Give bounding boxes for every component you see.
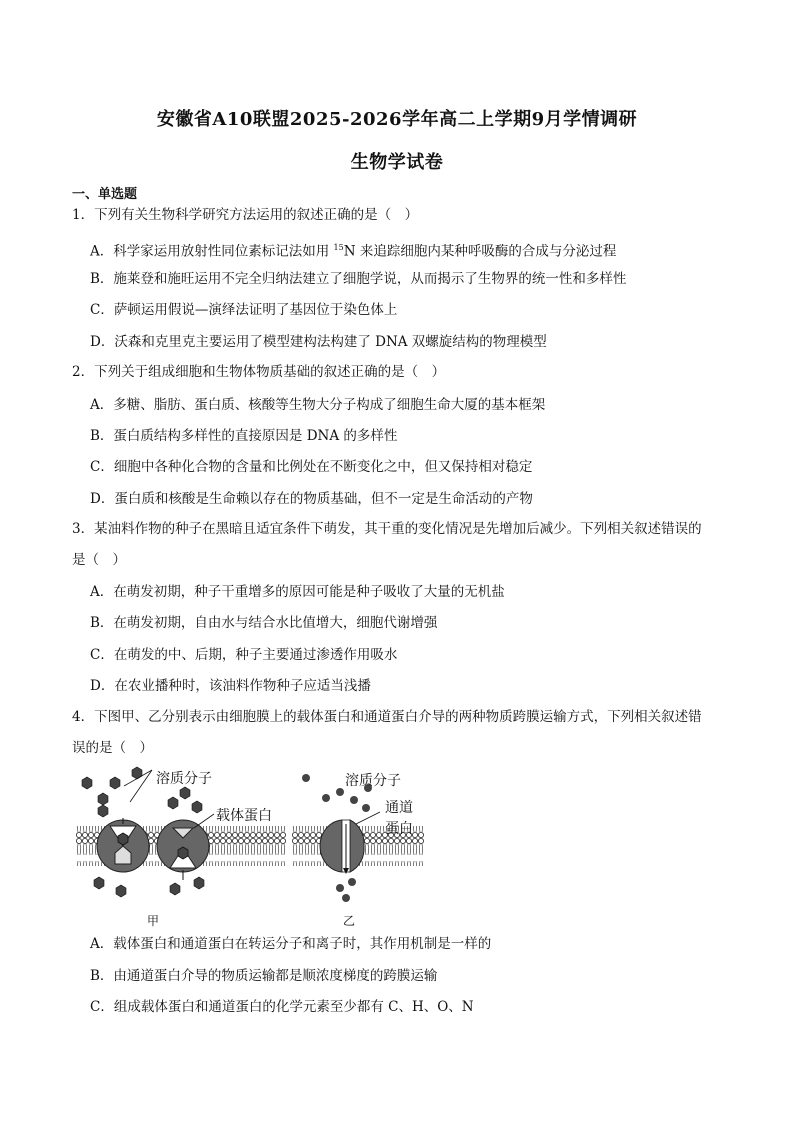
exam-title: 安徽省A10联盟2025-2026学年高二上学期9月学情调研 [156, 109, 638, 130]
solute-hexagons-inside [94, 877, 204, 897]
exam-subtitle: 生物学试卷 [350, 152, 444, 173]
question-1-option-c: C．萨顿运用假说—演绎法证明了基因位于染色体上 [90, 302, 398, 318]
question-3-option-b: B．在萌发初期，自由水与结合水比值增大，细胞代谢增强 [90, 615, 438, 631]
solute-dots-inside [336, 878, 356, 902]
figure-label-carrier: 载体蛋白 [216, 808, 272, 824]
figure-caption-left: 甲 [147, 914, 160, 928]
question-2-option-b: B．蛋白质结构多样性的直接原因是 DNA 的多样性 [90, 428, 398, 444]
question-2-option-a: A．多糖、脂肪、蛋白质、核酸等生物大分子构成了细胞生命大厦的基本框架 [90, 397, 546, 413]
question-3-option-a: A．在萌发初期，种子干重增多的原因可能是种子吸收了大量的无机盐 [90, 584, 505, 600]
figure-label-channel-line2: 蛋白 [385, 821, 413, 837]
figure-label-channel-line1: 通道 [385, 800, 413, 816]
question-4-stem-line1: 4．下图甲、乙分别表示由细胞膜上的载体蛋白和通道蛋白介导的两种物质跨膜运输方式，下列相关叙述错 [72, 709, 702, 725]
question-1-option-b: B．施莱登和施旺运用不完全归纳法建立了细胞学说，从而揭示了生物界的统一性和多样性 [90, 271, 627, 287]
question-1-stem: 1．下列有关生物科学研究方法运用的叙述正确的是（ ） [72, 207, 419, 223]
question-3-option-c: C．在萌发的中、后期，种子主要通过渗透作用吸水 [90, 647, 398, 663]
question-2-stem: 2．下列关于组成细胞和生物体物质基础的叙述正确的是（ ） [72, 364, 446, 380]
question-3-stem-line2: 是（ ） [72, 552, 126, 568]
question-4-option-b: B．由通道蛋白介导的物质运输都是顺浓度梯度的跨膜运输 [90, 968, 438, 984]
question-2-option-c: C．细胞中各种化合物的含量和比例处在不断变化之中，但又保持相对稳定 [90, 459, 533, 475]
question-4-stem-line2: 误的是（ ） [72, 740, 153, 756]
section-heading: 一、单选题 [72, 187, 138, 202]
isotope-mass-number: 15 [333, 243, 344, 252]
question-3-stem-line1: 3．某油料作物的种子在黑暗且适宜条件下萌发，其干重的变化情况是先增加后减少。下列相关叙述错误的 [72, 521, 702, 537]
figure-caption-right: 乙 [343, 914, 356, 928]
question-3-option-d: D．在农业播种时，该油料作物种子应适当浅播 [90, 678, 371, 694]
question-4-option-a: A．载体蛋白和通道蛋白在转运分子和离子时，其作用机制是一样的 [90, 936, 492, 952]
question-1-option-a-pre: A．科学家运用放射性同位素标记法如用 [90, 243, 334, 260]
figure-label-solute-right: 溶质分子 [345, 773, 401, 789]
question-2-option-d: D．蛋白质和核酸是生命赖以存在的物质基础，但不一定是生命活动的产物 [90, 491, 533, 507]
question-1-option-a [90, 238, 730, 262]
figure-label-solute-left: 溶质分子 [156, 771, 212, 787]
question-1-option-a-post: N 来追踪细胞内某种呼吸酶的合成与分泌过程 [343, 243, 617, 260]
channel-membrane [292, 774, 424, 902]
question-1-option-d: D．沃森和克里克主要运用了模型建构法构建了 DNA 双螺旋结构的物理模型 [90, 334, 547, 350]
question-4-option-c: C．组成载体蛋白和通道蛋白的化学元素至少都有 C、H、O、N [90, 999, 474, 1015]
carrier-protein-2 [157, 820, 209, 880]
